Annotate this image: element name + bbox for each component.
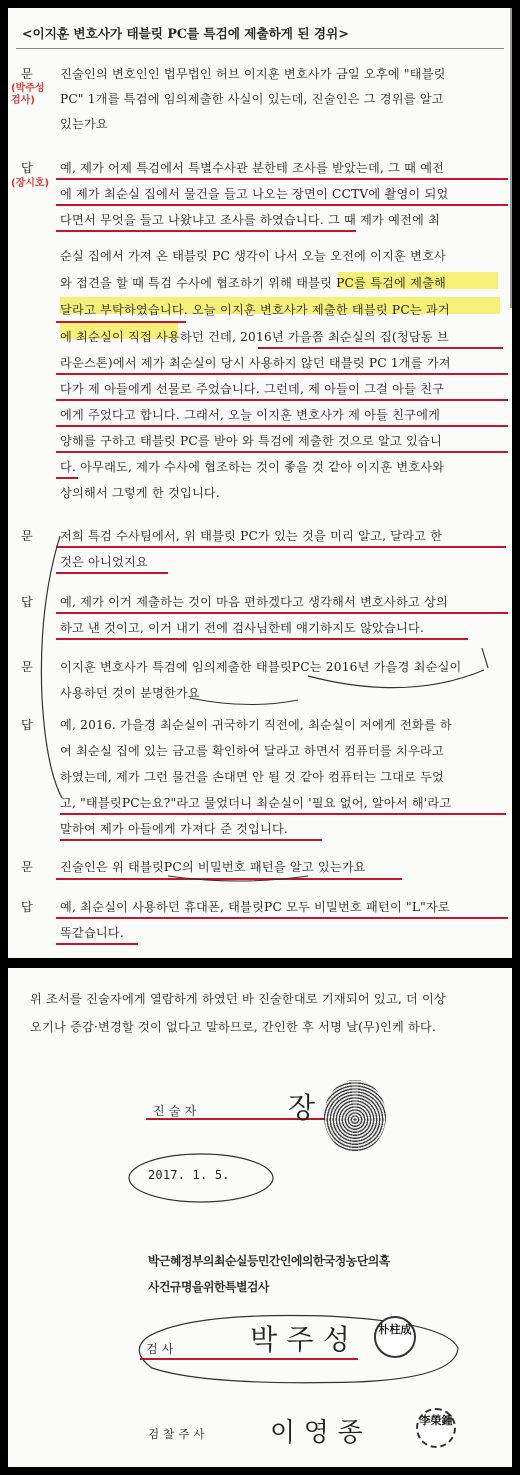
text-line: 예, 2016. 가을경 최순실이 귀국하기 직전에, 최순실이 저에게 전화를 하 xyxy=(60,718,453,732)
closing-text-line: 오기나 증감·변경할 것이 없다고 말하므로, 간인한 후 서명 날(무)인케 하다. xyxy=(30,1020,437,1034)
speaker-witness: (장시호) xyxy=(11,178,50,189)
prosecutor-signature: 박 주 성 xyxy=(250,1323,350,1356)
text-line: 예, 제가 어제 특검에서 특별수사관 분한테 조사를 받았는데, 그 때 예전 xyxy=(60,161,445,175)
text-line: 와 접견을 할 때 특검 수사에 협조하기 위해 태블릿 PC를 특검에 제출해 xyxy=(60,276,447,290)
question-label: 문 xyxy=(21,660,33,674)
text-line: 말하여 제가 아들에게 가져다 준 것입니다. xyxy=(60,822,288,836)
text-line: 순실 집에서 가져 온 태블릿 PC 생각이 나서 오늘 오전에 이지훈 변호사 xyxy=(60,249,447,263)
clerk-label: 검 찰 주 사 xyxy=(148,1427,205,1441)
answer-label: 답 xyxy=(21,900,33,914)
text-line: 라운스톤)에서 제가 최순실이 당시 사용하지 않던 태블릿 PC 1개를 가져 xyxy=(60,356,451,370)
text-line: 여 최순실 집에 있는 금고를 확인하여 달라고 하면서 컴퓨터를 치우라고 xyxy=(60,744,444,758)
text-line: 진술인은 위 태블릿PC의 비밀번호 패턴을 알고 있는가요 xyxy=(60,860,366,874)
text-line: 상의해서 그렇게 한 것입니다. xyxy=(60,486,220,500)
text-line: 양해를 구하고 태블릿 PC를 받아 와 특검에 제출한 것으로 알고 있습니 xyxy=(60,434,442,448)
prosecutor-label: 검 사 xyxy=(146,1342,174,1356)
statement-date: 2017. 1. 5. xyxy=(148,1168,230,1182)
text-line: 하였는데, 제가 그런 물건을 손대면 안 될 것 같아 컴퓨터는 그대로 두었 xyxy=(60,770,445,784)
text-line: 하고 낸 것이고, 이거 내기 전에 검사님한테 얘기하지도 않았습니다. xyxy=(60,621,425,635)
text-line: 에 제가 최순실 집에서 물건을 들고 나오는 장면이 CCTV에 촬영이 되었 xyxy=(60,187,449,201)
red-underline xyxy=(140,1358,358,1360)
speaker-line: (박주성 xyxy=(11,83,45,94)
text-line: 에게 주었다고 합니다. 그래서, 오늘 이지훈 변호사가 제 아들 친구에게 xyxy=(60,408,441,422)
text-line: 고, "태블릿PC는요?"라고 물었더니 최순실이 '필요 없어, 알아서 해'라고 xyxy=(60,796,452,810)
text-line: 예, 제가 이거 제출하는 것이 마음 편하겠다고 생각해서 변호사하고 상의 xyxy=(60,595,448,609)
statement-page-2 xyxy=(8,968,512,1467)
speaker-line: 검사) xyxy=(11,95,35,106)
text-line: 달라고 부탁하였습니다. 오늘 이지훈 변호사가 제출한 태블릿 PC는 과거 xyxy=(60,303,450,317)
speaker-label: 진 술 자 xyxy=(153,1104,197,1118)
question-label: 문 xyxy=(21,67,33,81)
text-line: 진술인의 변호인인 법무법인 허브 이지훈 변호사가 금일 오후에 "태블릿 xyxy=(60,67,446,81)
text-line: 다면서 무엇을 들고 나왔냐고 조사를 하였습니다. 그 때 제가 예전에 최 xyxy=(60,213,441,227)
org-name-line1: 박근혜정부의최순실등민간인에의한국정농단의혹 xyxy=(148,1254,390,1268)
text-line: 사용하던 것이 분명한가요 xyxy=(60,686,200,700)
text-line: 다. 아무래도, 제가 수사에 협조하는 것이 좋을 것 같아 이지훈 변호사와 xyxy=(60,460,445,474)
closing-text-line: 위 조서를 진술자에게 열람하게 하였던 바 진술한대로 기재되어 있고, 더 이상 xyxy=(30,992,446,1006)
fingerprint-icon xyxy=(324,1080,386,1152)
clerk-seal: 李榮鍾 xyxy=(416,1408,456,1448)
text-line: PC" 1개를 특검에 임의제출한 사실이 있는데, 진술인은 그 경위를 알고 xyxy=(60,92,444,106)
org-name-line2: 사건규명을위한특별검사 xyxy=(148,1280,269,1294)
answer-label: 답 xyxy=(21,595,33,609)
text-line: 다가 제 아들에게 선물로 주었습니다. 그런데, 제 아들이 그걸 아들 친구 xyxy=(60,382,445,396)
prosecutor-seal: 朴柱成 xyxy=(374,1316,416,1358)
text-line: 있는가요 xyxy=(60,117,108,131)
statement-page-1 xyxy=(8,8,512,958)
answer-label: 답 xyxy=(21,161,33,175)
question-label: 문 xyxy=(21,860,33,874)
speaker-signature: 장 xyxy=(288,1091,316,1124)
text-line: 이지훈 변호사가 특검에 임의제출한 태블릿PC는 2016년 가을경 최순실이 xyxy=(60,660,462,674)
text-line: 똑같습니다. xyxy=(60,926,124,940)
text-line: 예, 최순실이 사용하던 휴대폰, 태블릿PC 모두 비밀번호 패턴이 "L"자로 xyxy=(60,900,450,914)
question-label: 문 xyxy=(21,529,33,543)
pen-marks xyxy=(8,8,512,958)
text-line: 것은 아니었지요 xyxy=(60,555,148,569)
text-line: 저희 특검 수사팀에서, 위 태블릿 PC가 있는 것을 미리 알고, 달라고 한 xyxy=(60,529,443,543)
clerk-signature: 이 영 종 xyxy=(270,1418,363,1448)
section-title: <이지훈 변호사가 태블릿 PC를 특검에 제출하게 된 경위> xyxy=(22,26,349,41)
answer-label: 답 xyxy=(21,718,33,732)
text-line: 에 최순실이 직접 사용하던 건데, 2016년 가을쯤 최순실의 집(청담동 브 xyxy=(60,330,449,344)
